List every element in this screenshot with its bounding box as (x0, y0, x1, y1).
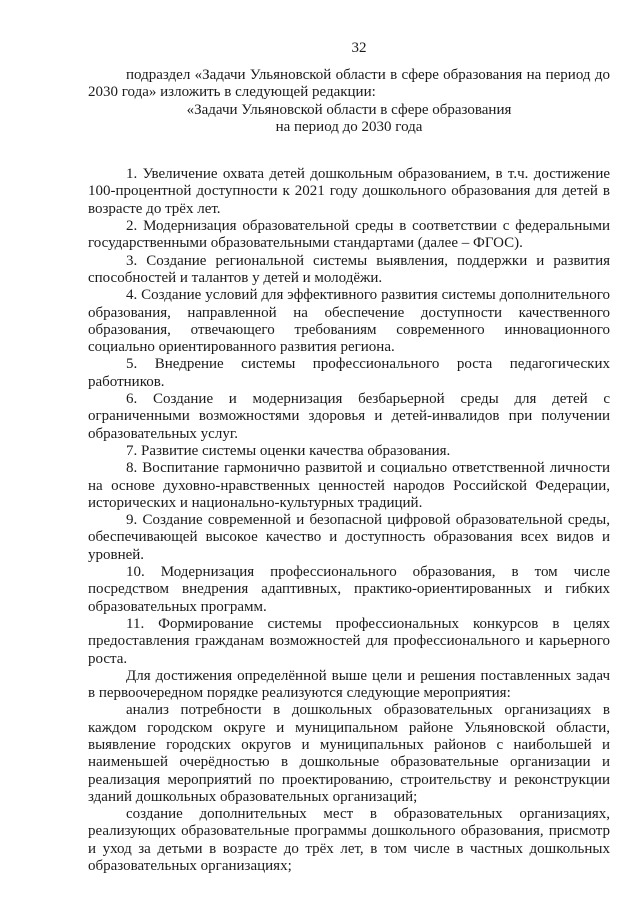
task-item-1: 1. Увеличение охвата детей дошкольным образованием, в т.ч. достижение 100-процентной доступности к 2021 году дошкольного образования для детей в возрасте до трёх лет. (88, 166, 610, 217)
task-item-9: 9. Создание современной и безопасной цифровой образовательной среды, обеспечивающей высокое качество и доступность образования всех видов и уровней. (88, 512, 610, 563)
task-item-11: 11. Формирование системы профессиональных конкурсов в целях предоставления гражданам возможностей для профессионального и карьерного роста. (88, 615, 610, 667)
task-item-7: 7. Развитие системы оценки качества образования. (126, 442, 451, 459)
task-item-4: 4. Создание условий для эффективного развития системы дополнительного образования, направленной на обеспечение доступности качественного образования, отвечающего требованиям современного инновационного социально ориентированного развития региона. (88, 287, 610, 356)
task-item-8: 8. Воспитание гармонично развитой и социально ответственной личности на основе духовно-нравственных ценностей народов Российской Федерации, исторических и национально-культурных традиций. (88, 460, 610, 511)
task-item-10: 10. Модернизация профессионального образования, в том числе посредством внедрения адаптивных, практико-ориентированных и гибких образовательных программ. (88, 564, 610, 615)
task-item-3: 3. Создание региональной системы выявления, поддержки и развития способностей и талантов у детей и молодёжи. (88, 252, 610, 286)
measures-intro: Для достижения определённой выше цели и решения поставленных задач в первоочередном порядке реализуются следующие мероприятия: (88, 667, 610, 702)
task-item-5: 5. Внедрение системы профессионального роста педагогических работников. (88, 356, 610, 390)
spacer (88, 136, 610, 166)
task-list (88, 166, 610, 668)
section-heading-line-2: на период до 2030 года (275, 118, 423, 135)
task-item-2: 2. Модернизация образовательной среды в соответствии с федеральными государственными образовательными стандартами (далее – ФГОС). (88, 218, 610, 252)
task-item-6: 6. Создание и модернизация безбарьерной среды для детей с ограниченными возможностями здоровья и детей-инвалидов при получении образовательных услуг. (88, 391, 610, 442)
intro-paragraph: подраздел «Задачи Ульяновской области в сфере образования на период до 2030 года» изложить в следующей редакции: (88, 67, 610, 101)
measure-item-2: создание дополнительных мест в образовательных организациях, реализующих образовательные программы дошкольного образования, присмотр и уход за детьми в возрасте до трёх лет, в том числе в частных дошкольных образовательных организациях; (88, 806, 610, 875)
measure-item-1: анализ потребности в дошкольных образовательных организациях в каждом городском округе и муниципальном районе Ульяновской области, выявление городских округов и муниципальных районов с наибольшей и наименьшей очерёдностью в дошкольные образовательные организации и реализация мероприятий по проектированию, строительству и реконструкции зданий дошкольных образовательных организаций; (88, 702, 610, 805)
page-number: 32 (351, 40, 367, 56)
section-heading-line-1: «Задачи Ульяновской области в сфере образования (186, 101, 512, 118)
